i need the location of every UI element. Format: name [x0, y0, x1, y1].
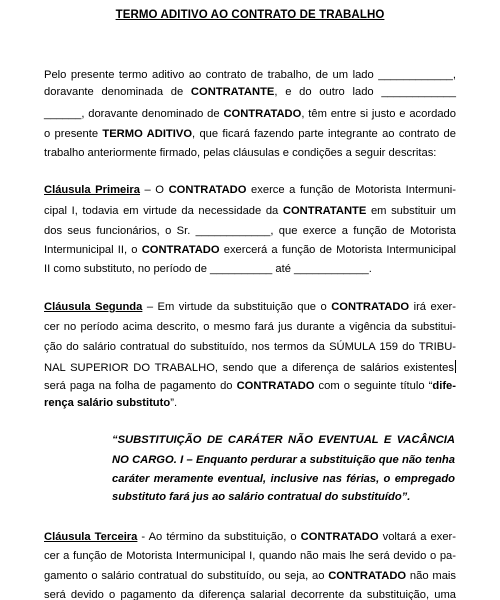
clause2-line-2: cer no período acima descrito, o mesmo fará jus durante a vigência da substitui- [44, 321, 456, 333]
quote-line-1: “SUBSTITUIÇÃO DE CARÁTER NÃO EVENTUAL E VACÂNCIA [112, 434, 455, 446]
clause1-line-5: II como substituto, no período de __________ até ____________. [44, 263, 372, 275]
clause3-line-4: será devido o pagamento da diferença salarial decorrente da substituição, uma [44, 589, 456, 600]
clause3-line-1: Cláusula Terceira - Ao término da substituição, o CONTRATADO voltará a exer- [44, 531, 456, 543]
clause3-heading: Cláusula Terceira [44, 531, 138, 543]
intro-line-5: trabalho anteriormente firmado, pelas cláusulas e condições a seguir descritas: [44, 147, 437, 159]
clause1-line-4: Intermunicipal II, o CONTRATADO exercerá a função de Motorista Intermunicipal [44, 244, 456, 256]
intro-line-4: o presente TERMO ADITIVO, que ficará fazendo parte integrante ao contrato de [44, 128, 456, 140]
clause3-line-3: gamento o salário contratual do substituído, ou seja, ao CONTRATADO não mais [44, 570, 456, 582]
clause2-heading: Cláusula Segunda [44, 301, 143, 313]
intro-line-3: ______, doravante denominado de CONTRATADO, têm entre si justo e acordado [44, 108, 456, 120]
quote-line-4: substituto fará jus ao salário contratual do substituído”. [112, 491, 411, 503]
clause2-line-1: Cláusula Segunda – Em virtude da substituição que o CONTRATADO irá exer- [44, 301, 456, 313]
clause3-line-2: cer a função de Motorista Intermunicipal I, quando não mais lhe será devido o pa- [44, 550, 456, 562]
intro-line-2: doravante denominada de CONTRATANTE, e do outro lado ____________ [44, 86, 456, 98]
clause2-line-3: ção do salário contratual do substituído, nos termos da SÚMULA 159 do TRIBU- [44, 341, 456, 353]
quote-line-3: caráter meramente eventual, inclusive nas férias, o empregado [112, 473, 455, 485]
clause2-line-4: NAL SUPERIOR DO TRABALHO, sendo que a diferença de salários existentes [44, 362, 454, 374]
document-title: TERMO ADITIVO AO CONTRATO DE TRABALHO [115, 9, 385, 21]
clause1-heading: Cláusula Primeira [44, 184, 140, 196]
clause1-line-2: cipal I, todavia em virtude da necessidade da CONTRATANTE em substituir um [44, 205, 456, 217]
clause1-line-3: dos seus funcionários, o Sr. ____________, que exerce a função de Motorista [44, 225, 456, 237]
clause1-line-1: Cláusula Primeira – O CONTRATADO exerce a função de Motorista Intermuni- [44, 184, 457, 196]
intro-line-1: Pelo presente termo aditivo ao contrato de trabalho, de um lado ____________, [44, 69, 456, 81]
quote-line-2: NO CARGO. I – Enquanto perdurar a substituição que não tenha [112, 454, 455, 466]
text-cursor [455, 360, 456, 373]
clause2-line-6: rença salário substituto”. [44, 397, 178, 409]
clause2-line-5: será paga na folha de pagamento do CONTRATADO com o seguinte título “dife- [44, 380, 456, 392]
